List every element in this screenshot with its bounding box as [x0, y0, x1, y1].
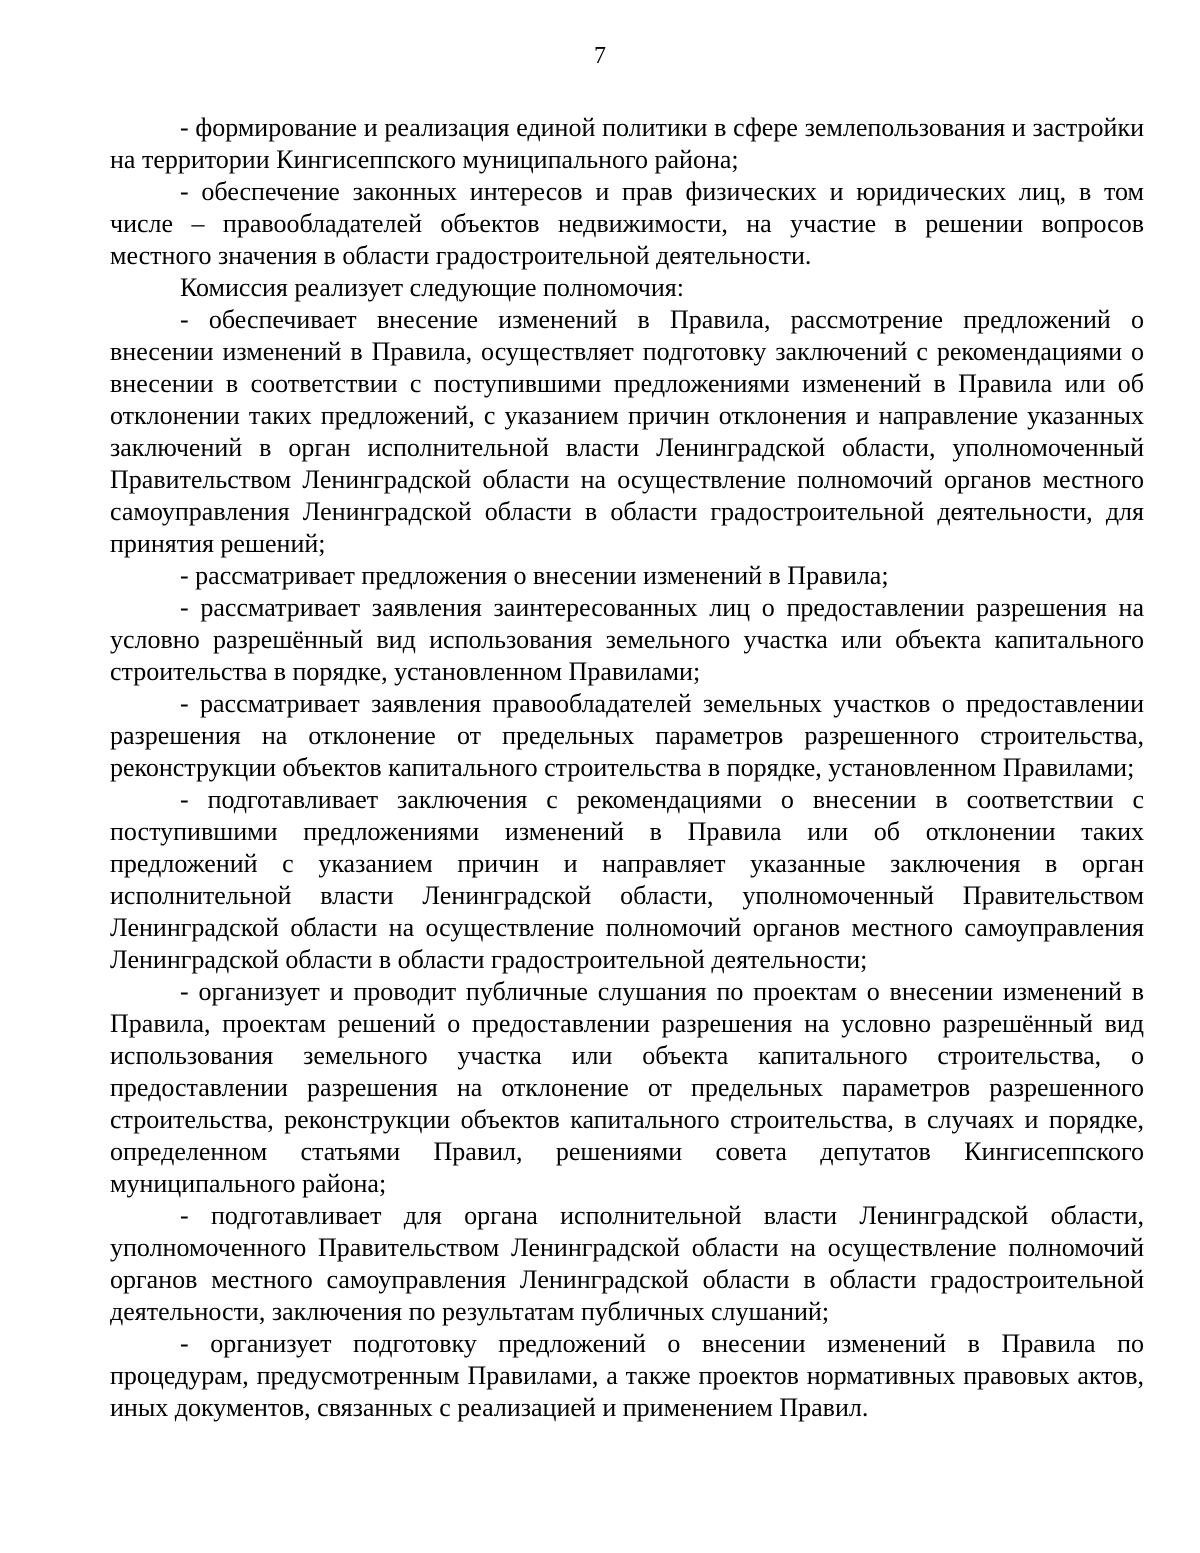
paragraph-policy: - формирование и реализация единой политики в сфере землепользования и застройки на территории Кингисеппского муниципального района;	[110, 113, 1144, 174]
paragraph-legal-interests: - обеспечение законных интересов и прав физических и юридических лиц, в том числе – правообладателей объектов недвижимости, на участие в решении вопросов местного значения в области градостроительной деятельности.	[110, 177, 1144, 270]
paragraph-conditional-use: - рассматривает заявления заинтересованных лиц о предоставлении разрешения на условно разрешённый вид использования земельного участка или объекта капитального строительства в порядке, установленном Правилами;	[110, 593, 1144, 686]
paragraph-hearing-conclusions: - подготавливает для органа исполнительной власти Ленинградской области, уполномоченного Правительством Ленинградской области на осуществление полномочий органов местного самоуправления Ленинградской области в области градостроительной деятельности, заключения по результатам публичных слушаний;	[110, 1201, 1144, 1326]
paragraph-draft-acts: - организует подготовку предложений о внесении изменений в Правила по процедурам, предусмотренным Правилами, а также проектов нормативных правовых актов, иных документов, связанных с реализацией и применением Правил.	[110, 1329, 1144, 1422]
page-number: 7	[594, 43, 606, 69]
document-body	[110, 112, 1144, 1424]
paragraph-powers-heading: Комиссия реализует следующие полномочия:	[180, 273, 684, 302]
paragraph-recommendations: - подготавливает заключения с рекомендациями о внесении в соответствии с поступившими предложениями изменений в Правила или об отклонении таких предложений с указанием причин и направляет указанные заключения в орган исполнительной власти Ленинградской области, уполномоченный Правительством Ленинградской области на осуществление полномочий органов местного самоуправления Ленинградской области в области градостроительной деятельности;	[110, 785, 1144, 974]
paragraph-public-hearings: - организует и проводит публичные слушания по проектам о внесении изменений в Правила, проектам решений о предоставлении разрешения на условно разрешённый вид использования земельного участка или объекта капитального строительства, о предоставлении разрешения на отклонение от предельных параметров разрешенного строительства, реконструкции объектов капитального строительства, в случаях и порядке, определенном статьями Правил, решениями совета депутатов Кингисеппского муниципального района;	[110, 977, 1144, 1198]
paragraph-review-proposals: - рассматривает предложения о внесении изменений в Правила;	[180, 561, 889, 590]
paragraph-deviation-permits: - рассматривает заявления правообладателей земельных участков о предоставлении разрешения на отклонение от предельных параметров разрешенного строительства, реконструкции объектов капитального строительства в порядке, установленном Правилами;	[110, 689, 1144, 782]
paragraph-amendments: - обеспечивает внесение изменений в Правила, рассмотрение предложений о внесении изменений в Правила, осуществляет подготовку заключений с рекомендациями о внесении в соответствии с поступившими предложениями изменений в Правила или об отклонении таких предложений, с указанием причин отклонения и направление указанных заключений в орган исполнительной власти Ленинградской области, уполномоченный Правительством Ленинградской области на осуществление полномочий органов местного самоуправления Ленинградской области в области градостроительной деятельности, для принятия решений;	[110, 305, 1144, 558]
